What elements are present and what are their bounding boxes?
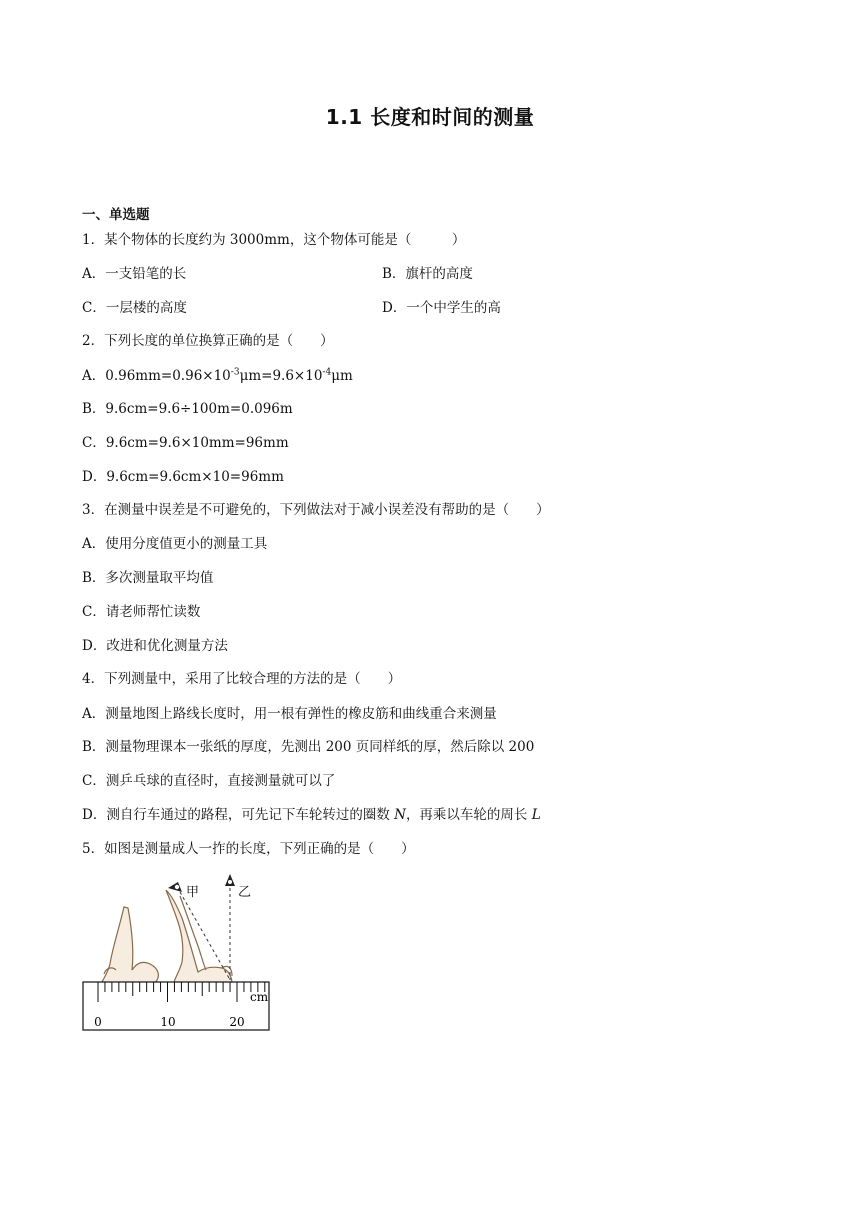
- option-a-part3: μm: [331, 368, 353, 384]
- question-2-option-b: B．9.6cm=9.6÷100m=0.096m: [82, 401, 293, 417]
- viewer-label-yi: 乙: [238, 885, 252, 900]
- question-4-option-d: [82, 806, 541, 824]
- question-1-option-d: D．一个中学生的高: [382, 300, 501, 316]
- question-1-option-c: C．一层楼的高度: [82, 300, 187, 316]
- question-4-stem: 4．下列测量中，采用了比较合理的方法的是（ ）: [82, 671, 402, 687]
- option-d-part1: D．测自行车通过的路程，可先记下车轮转过的圈数: [82, 807, 395, 823]
- variable-n: N: [394, 807, 406, 823]
- page-title: 1.1 长度和时间的测量: [325, 105, 535, 129]
- question-3-option-b: B．多次测量取平均值: [82, 570, 214, 586]
- question-1-option-b: B．旗杆的高度: [382, 266, 473, 282]
- question-4-option-c: C．测乒乓球的直径时，直接测量就可以了: [82, 773, 336, 789]
- question-4-option-b: B．测量物理课本一张纸的厚度，先测出 200 页同样纸的厚，然后除以 200: [82, 739, 535, 755]
- ruler-unit: cm: [250, 990, 269, 1004]
- viewer-label-jia: 甲: [186, 885, 200, 900]
- ruler-label-0: 0: [94, 1015, 102, 1029]
- ruler-label-20: 20: [229, 1015, 245, 1029]
- question-3-stem: 3．在测量中误差是不可避免的，下列做法对于减小误差没有帮助的是（ ）: [82, 502, 550, 518]
- question-2-option-c: C．9.6cm=9.6×10mm=96mm: [82, 435, 289, 451]
- option-a-part2: μm=9.6×10: [239, 368, 323, 384]
- question-3-option-a: A．使用分度值更小的测量工具: [82, 536, 268, 552]
- hand-illustration: [102, 890, 232, 984]
- section-heading: 一、单选题: [82, 207, 150, 223]
- question-5-stem: 5．如图是测量成人一拃的长度，下列正确的是（ ）: [82, 841, 415, 857]
- option-a-exponent2: -4: [322, 367, 332, 378]
- question-2-stem: 2．下列长度的单位换算正确的是（ ）: [82, 333, 334, 349]
- question-2-option-d: D．9.6cm=9.6cm×10=96mm: [82, 469, 284, 485]
- question-1-stem: 1．某个物体的长度约为 3000mm，这个物体可能是（ ）: [82, 232, 466, 248]
- eye-icon: [168, 882, 182, 892]
- option-d-part2: ，再乘以车轮的周长: [405, 807, 532, 823]
- question-1-option-a: A．一支铅笔的长: [82, 266, 187, 282]
- option-a-exponent1: -3: [230, 367, 240, 378]
- question-4-option-a: A．测量地图上路线长度时，用一根有弹性的橡皮筋和曲线重合来测量: [82, 706, 497, 722]
- ruler-label-10: 10: [160, 1015, 176, 1029]
- option-a-part1: A．0.96mm=0.96×10: [82, 368, 231, 384]
- variable-l: L: [531, 807, 541, 823]
- eye-icon: [225, 874, 235, 886]
- question-3-option-d: D．改进和优化测量方法: [82, 638, 228, 654]
- hand-span-ruler-figure: [82, 872, 272, 1034]
- question-3-option-c: C．请老师帮忙读数: [82, 604, 201, 620]
- question-2-option-a: [82, 367, 353, 385]
